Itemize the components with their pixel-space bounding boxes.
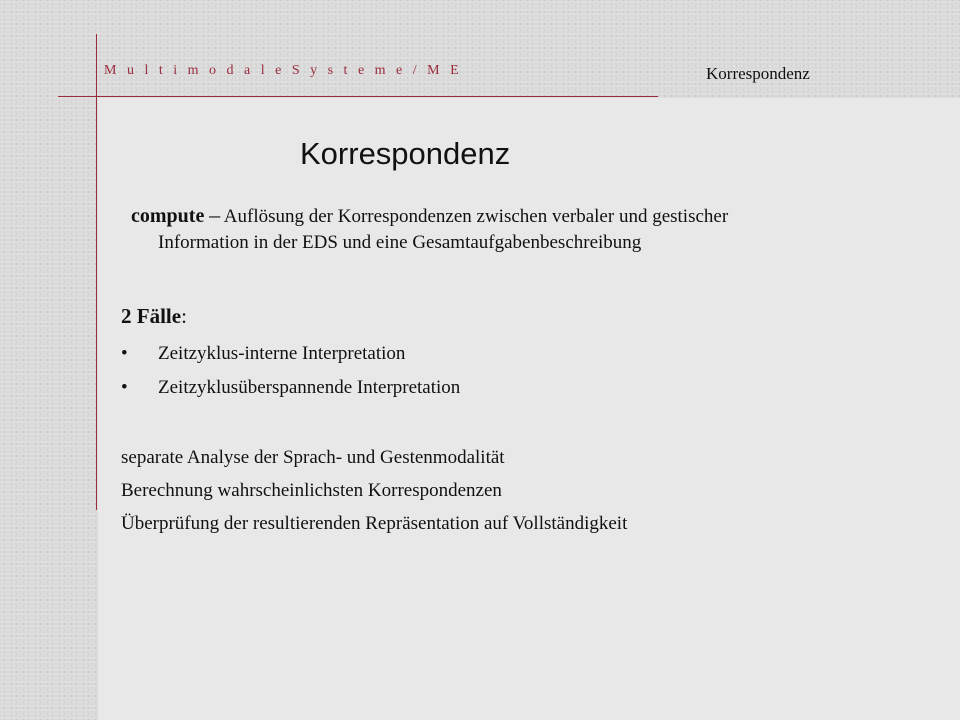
compute-dash: –: [209, 202, 221, 227]
compute-paragraph: [131, 200, 931, 254]
case-text: Zeitzyklusüberspannende Interpretation: [158, 377, 461, 398]
topic-header: Korrespondenz: [706, 64, 810, 83]
cases-list: [121, 343, 460, 411]
slide-title: Korrespondenz: [300, 136, 511, 171]
case-text: Zeitzyklus-interne Interpretation: [158, 343, 406, 364]
list-item: [121, 377, 460, 411]
bullet-icon: •: [121, 377, 128, 398]
compute-text-line2: Information in der EDS und eine Gesamtaufgabenbeschreibung: [158, 232, 642, 253]
course-header: M u l t i m o d a l e S y s t e m e / M E: [104, 63, 463, 78]
compute-keyword: compute: [131, 205, 205, 227]
bullet-icon: •: [121, 343, 128, 364]
compute-text-line1: Auflösung der Korrespondenzen zwischen verbaler und gestischer: [223, 206, 729, 227]
step-line: Berechnung wahrscheinlichsten Korrespondenzen: [121, 480, 502, 501]
cases-heading: [121, 304, 187, 329]
steps-list: [121, 447, 627, 546]
list-item: [121, 343, 460, 377]
step-line: separate Analyse der Sprach- und Gestenmodalität: [121, 447, 505, 468]
vertical-accent-line: [96, 34, 97, 510]
cases-label: 2 Fälle: [121, 304, 182, 328]
step-line: Überprüfung der resultierenden Repräsentation auf Vollständigkeit: [121, 513, 628, 534]
horizontal-accent-line: [58, 96, 658, 97]
cases-label-suffix: :: [181, 304, 187, 328]
